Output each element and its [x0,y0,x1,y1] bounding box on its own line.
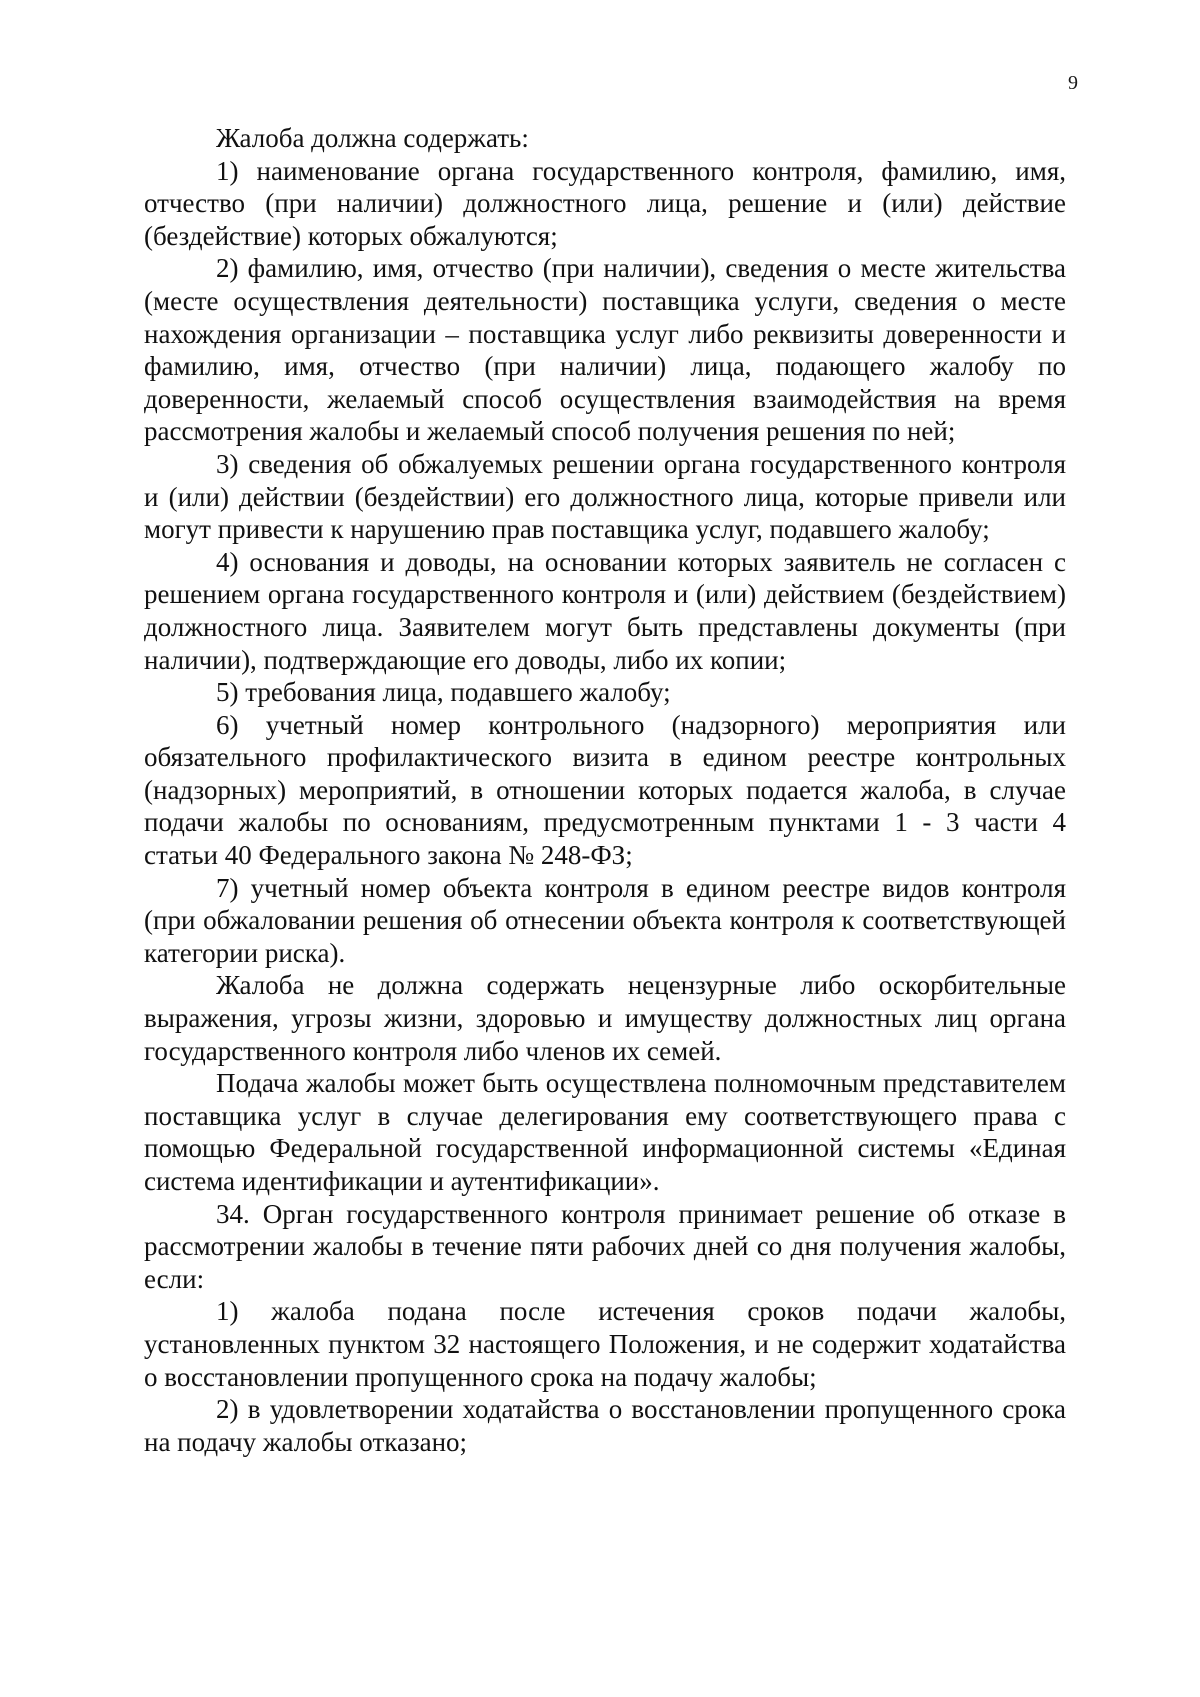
paragraph-item-4: 4) основания и доводы, на основании которых заявитель не согласен с решением органа государственного контроля и (или) действием (бездействием) должностного лица. Заявителем могут быть представлены документы (при наличии), подтверждающие его доводы, либо их копии; [144,546,1066,675]
paragraph-refusal-2: 2) в удовлетворении ходатайства о восстановлении пропущенного срока на подачу жалобы отказано; [144,1394,1066,1457]
paragraph-item-3: 3) сведения об обжалуемых решении органа государственного контроля и (или) действии (бездействии) его должностного лица, которые привели или могут привести к нарушению прав поставщика услуг, подавшего жалобу; [144,448,1066,545]
paragraph-item-1: 1) наименование органа государственного контроля, фамилию, имя, отчество (при наличии) должностного лица, решение и (или) действие (бездействие) которых обжалуются; [144,155,1066,251]
paragraph-item-7: 7) учетный номер объекта контроля в едином реестре видов контроля (при обжаловании решения об отнесении объекта контроля к соответствующей категории риска). [144,872,1066,968]
paragraph-item-6: 6) учетный номер контрольного (надзорного) мероприятия или обязательного профилактического визита в едином реестре контрольных (надзорных) мероприятий, в отношении которых подается жалоба, в случае подачи жалобы по основаниям, предусмотренным пунктами 1 - 3 части 4 статьи 40 Федерального закона № 248-ФЗ; [144,709,1066,871]
paragraph-complaint-intro: Жалоба должна содержать: [216,123,529,153]
paragraph-section-34: 34. Орган государственного контроля принимает решение об отказе в рассмотрении жалобы в течение пяти рабочих дней со дня получения жалобы, если: [144,1198,1066,1294]
paragraph-representative: Подача жалобы может быть осуществлена полномочным представителем поставщика услуг в случае делегирования ему соответствующего права с помощью Федеральной государственной информационной системы «Единая система идентификации и аутентификации». [144,1068,1066,1196]
paragraph-item-5: 5) требования лица, подавшего жалобу; [216,677,671,708]
paragraph-restrictions: Жалоба не должна содержать нецензурные либо оскорбительные выражения, угрозы жизни, здоровью и имуществу должностных лиц органа государственного контроля либо членов их семей. [144,970,1066,1066]
paragraph-item-2: 2) фамилию, имя, отчество (при наличии), сведения о месте жительства (месте осуществления деятельности) поставщика услуги, сведения о месте нахождения организации – поставщика услуг либо реквизиты доверенности и фамилию, имя, отчество (при наличии) лица, подающего жалобу по доверенности, желаемый способ осуществления взаимодействия на время рассмотрения жалобы и желаемый способ получения решения по ней; [144,253,1066,447]
document-body [144,122,1066,1458]
paragraph-refusal-1: 1) жалоба подана после истечения сроков подачи жалобы, установленных пунктом 32 настоящего Положения, и не содержит ходатайства о восстановлении пропущенного срока на подачу жалобы; [144,1296,1066,1392]
page-number: 9 [1068,72,1078,94]
